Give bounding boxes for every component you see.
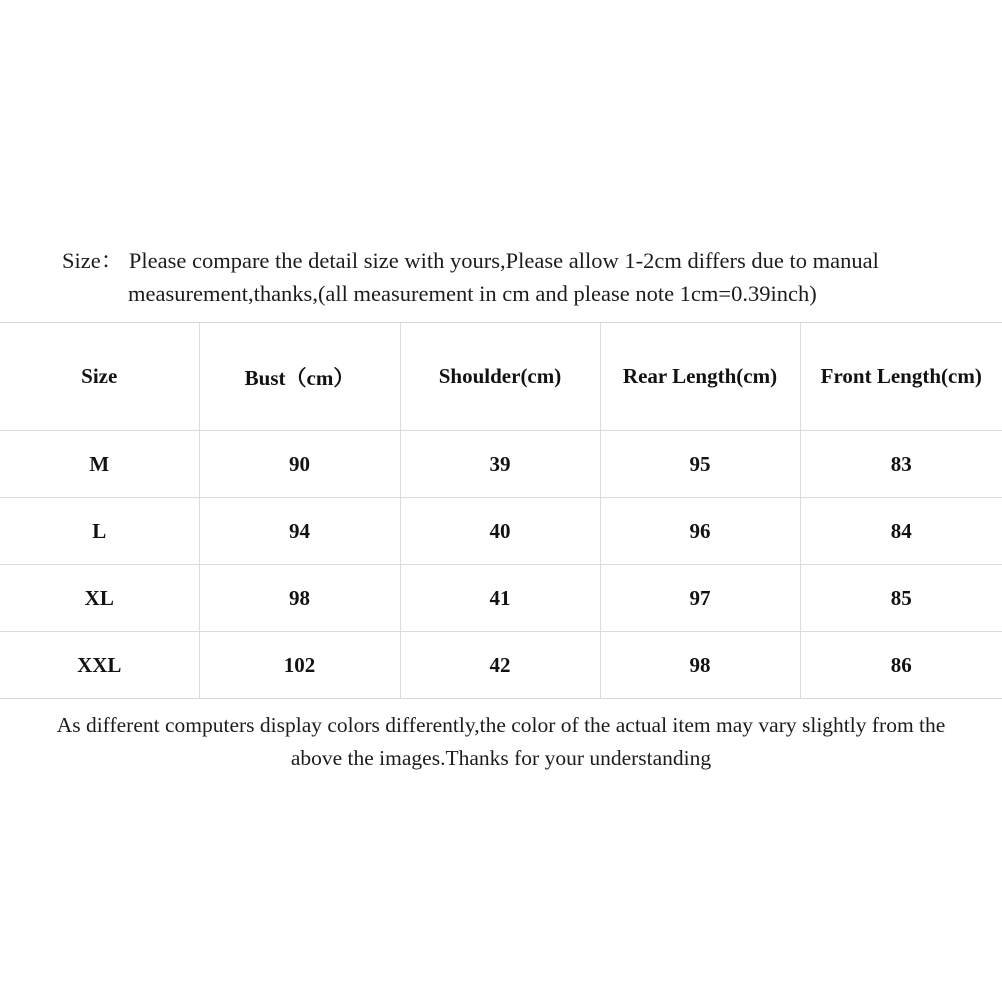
table-header-row: [0, 323, 1002, 431]
column-header-shoulder: Shoulder(cm): [400, 323, 600, 431]
column-header-bust: Bust（cm）: [199, 323, 400, 431]
cell-bust: 98: [199, 565, 400, 632]
disclaimer-line-2: above the images.Thanks for your understanding: [290, 745, 712, 770]
cell-bust: 102: [199, 632, 400, 699]
cell-shoulder: 42: [400, 632, 600, 699]
table-row: [0, 565, 1002, 632]
intro-line-2: measurement,thanks,(all measurement in cm and please note 1cm=0.39inch): [128, 280, 817, 306]
disclaimer-line-1: As different computers display colors differently,the color of the actual item may vary slightly from the: [56, 713, 946, 738]
cell-size: L: [0, 498, 199, 565]
column-header-size: Size: [0, 323, 199, 431]
size-table-container: [0, 322, 1002, 699]
table-row: [0, 632, 1002, 699]
cell-bust: 94: [199, 498, 400, 565]
cell-rear-length: 98: [600, 632, 800, 699]
cell-front-length: 84: [800, 498, 1002, 565]
cell-size: M: [0, 431, 199, 498]
cell-rear-length: 95: [600, 431, 800, 498]
cell-shoulder: 40: [400, 498, 600, 565]
column-header-front-length: Front Length(cm): [800, 323, 1002, 431]
cell-front-length: 86: [890, 652, 912, 677]
table-row: [0, 498, 1002, 565]
cell-bust: 90: [199, 431, 400, 498]
cell-rear-length: 97: [600, 565, 800, 632]
size-table: [0, 323, 1002, 698]
disclaimer-note: [0, 699, 1002, 774]
intro-line-1: Size： Please compare the detail size with yours,Please allow 1-2cm differs due to manual: [62, 248, 879, 273]
cell-front-length: 83: [800, 431, 1002, 498]
intro-text: [0, 245, 1002, 310]
table-row: [0, 431, 1002, 498]
cell-size: XXL: [0, 632, 199, 699]
cell-shoulder: 39: [400, 431, 600, 498]
cell-size: XL: [0, 565, 199, 632]
cell-front-length: 85: [800, 565, 1002, 632]
column-header-rear-length: Rear Length(cm): [600, 323, 800, 431]
cell-rear-length: 96: [600, 498, 800, 565]
size-chart-sheet: [0, 245, 1002, 774]
cell-shoulder: 41: [400, 565, 600, 632]
